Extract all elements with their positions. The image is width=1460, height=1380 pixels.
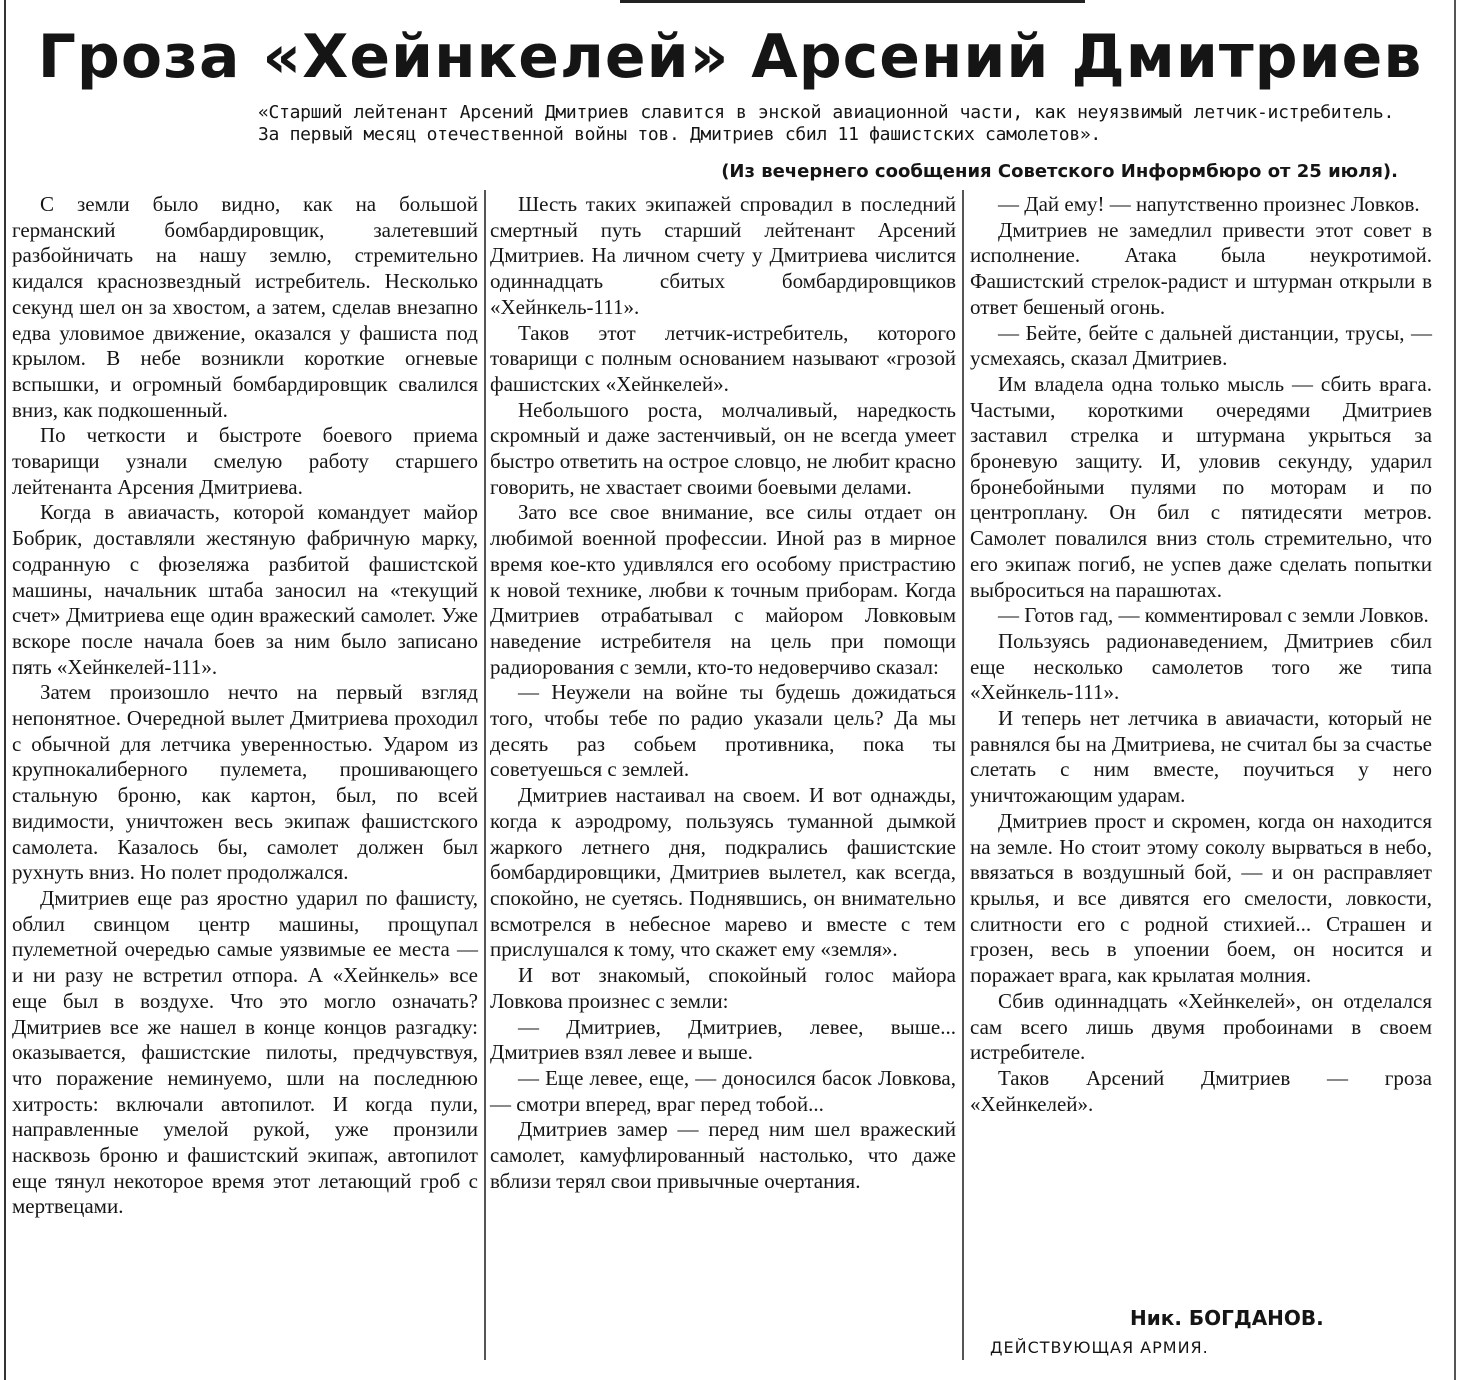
column-divider xyxy=(484,190,486,1360)
paragraph: И вот знакомый, спокойный голос майора Ловкова произнес с земли: xyxy=(490,963,956,1013)
column-3 xyxy=(970,192,1432,1117)
paragraph: — Неужели на войне ты будешь дожидаться того, чтобы тебе по радио указали цель? Да мы десять раз собьем противника, пока ты советуешься с землей. xyxy=(490,680,956,782)
dateline-place: ДЕЙСТВУЮЩАЯ АРМИЯ. xyxy=(990,1338,1209,1357)
paragraph: Пользуясь радионаведением, Дмитриев сбил еще несколько самолетов того же типа «Хейнкель-111». xyxy=(970,628,1432,705)
left-border-rule xyxy=(4,0,6,1380)
paragraph: Таков этот летчик-истребитель, которого товарищи с полным основанием называют «грозой фашистских «Хейнкелей». xyxy=(490,320,956,396)
paragraph: И теперь нет летчика в авиачасти, который не равнялся бы на Дмитриева, не считал бы за счастье слетать с ним вместе, поучиться у него уничтожающим ударам. xyxy=(970,706,1432,808)
paragraph: Затем произошло нечто на первый взгляд непонятное. Очередной вылет Дмитриева проходил с обычной для летчика уверенностью. Ударом из крупнокалиберного пулемета, прошивающего стальную броню, как картон, был, по всей видимости, уничтожен весь экипаж фашистского самолета. Казалось бы, самолет должен был рухнуть вниз. Но полет продолжался. xyxy=(12,680,478,885)
paragraph: — Готов гад, — комментировал с земли Ловков. xyxy=(998,603,1429,628)
paragraph: — Дмитриев, Дмитриев, левее, выше... Дмитриев взял левее и выше. xyxy=(490,1014,956,1065)
paragraph: Таков Арсений Дмитриев — гроза «Хейнкелей». xyxy=(970,1065,1432,1116)
epigraph: «Старший лейтенант Арсений Дмитриев славится в энской авиационной части, как неуязвимый летчик-истребитель. За первый месяц отечественной войны тов. Дмитриев сбил 11 фашистских самолетов». xyxy=(258,102,1394,145)
paragraph: — Еще левее, еще, — доносился басок Ловкова, — смотри вперед, враг перед тобой... xyxy=(490,1065,956,1116)
column-1 xyxy=(12,192,478,1220)
paragraph: Дмитриев замер — перед ним шел вражеский самолет, камуфлированный настолько, что даже вблизи терял свои привычные очертания. xyxy=(490,1117,956,1193)
column-2 xyxy=(490,192,956,1194)
author-byline: Ник. БОГДАНОВ. xyxy=(1130,1306,1324,1330)
paragraph: Дмитриев не замедлил привести этот совет в исполнение. Атака была неукротимой. Фашистский стрелок-радист и штурман открыли в ответ бешеный огонь. xyxy=(970,217,1432,319)
paragraph: По четкости и быстроте боевого приема товарищи узнали смелую работу старшего лейтенанта Арсения Дмитриева. xyxy=(12,423,478,499)
paragraph: Дмитриев еще раз яростно ударил по фашисту, облил свинцом центр машины, прощупал пулеметной очередью самые уязвимые ее места — и ни разу не встретил отпора. А «Хейнкель» все еще был в воздухе. Что это могло означать? Дмитриев все же нашел в конце концов разгадку: оказывается, фашистские пилоты, предчувствуя, что поражение неминуемо, шли на последнюю хитрость: включали автопилот. И когда пули, направленные умелой рукой, уже пронзили насквозь броню и фашистский экипаж, автопилот еще тянул некоторое время этот летающий гроб с мертвецами. xyxy=(12,885,478,1219)
paragraph: — Бейте, бейте с дальней дистанции, трусы, — усмехаясь, сказал Дмитриев. xyxy=(970,320,1432,371)
column-divider xyxy=(962,190,964,1360)
paragraph: Шесть таких экипажей спровадил в последний смертный путь старший лейтенант Арсений Дмитриев. На личном счету у Дмитриева числится одиннадцать сбитых бомбардировщиков «Хейнкель-111». xyxy=(490,192,956,319)
paragraph: Небольшого роста, молчаливый, наредкость скромный и даже застенчивый, он не всегда умеет быстро ответить на острое словцо, не любит красно говорить, не хвастает своими боевыми делами. xyxy=(490,397,957,499)
paragraph: Дмитриев настаивал на своем. И вот однажды, когда к аэродрому, пользуясь туманной дымкой жаркого летнего дня, подкрались фашистские бомбардировщики, Дмитриев вылетел, как всегда, спокойно, не суетясь. Поднявшись, он внимательно всмотрелся в небесное марево и вместе с тем прислушался к тому, что скажет ему «земля». xyxy=(490,783,956,962)
epigraph-source: (Из вечернего сообщения Советского Информбюро от 25 июля). xyxy=(721,161,1398,182)
paragraph: — Дай ему! — напутственно произнес Ловков. xyxy=(998,192,1420,216)
paragraph: Дмитриев прост и скромен, когда он находится на земле. Но стоит этому соколу вырваться в небо, ввязаться в воздушный бой, — и он расправляет крылья, и все дивятся его смелости, ловкости, слитности его с родной стихией... Страшен и грозен, весь в упоении боем, он носится и поражает врага, как крылатая молния. xyxy=(970,808,1432,988)
paragraph: Сбив одиннадцать «Хейнкелей», он отделался сам всего лишь двумя пробоинами в своем истребителе. xyxy=(970,988,1432,1065)
paragraph: Зато все свое внимание, все силы отдает он любимой военной профессии. Иной раз в мирное время кое-кто удивлялся его особому пристрастию к новой технике, любви к точным приборам. Когда Дмитриев отрабатывал с майором Ловковым наведение истребителя на цель при помощи радиорования с земли, кто-то недоверчиво сказал: xyxy=(490,500,956,679)
paragraph: С земли было видно, как на большой германский бомбардировщик, залетевший разбойничать на нашу землю, стремительно кидался краснозвездный истребитель. Несколько секунд шел он за хвостом, а затем, сделав внезапно едва уловимое движение, оказался у фашиста под крылом. В небе возникли короткие огневые вспышки, и огромный бомбардировщик свалился вниз, как подкошенный. xyxy=(12,192,478,422)
top-rule xyxy=(620,0,1085,3)
right-border-rule xyxy=(1454,0,1456,1380)
paragraph: Когда в авиачасть, которой командует майор Бобрик, доставляли жестяную фабричную марку, содранную с фюзеляжа разбитой фашистской машины, начальник штаба заносил на «текущий счет» Дмитриева еще один вражеский самолет. Уже вскоре после начала боев за ним было записано пять «Хейнкелей-111». xyxy=(12,500,478,679)
headline: Гроза «Хейнкелей» Арсений Дмитриев xyxy=(37,22,1423,92)
paragraph: Им владела одна только мысль — сбить врага. Частыми, короткими очередями Дмитриев заставил стрелка и штурмана укрыться за броневую защиту. И, уловив секунду, ударил бронебойными пулями по моторам и по центроплану. Он бил с пятидесяти метров. Самолет повалился вниз столь стремительно, что его экипаж погиб, не успев даже сделать попытки выброситься на парашютах. xyxy=(970,371,1432,602)
